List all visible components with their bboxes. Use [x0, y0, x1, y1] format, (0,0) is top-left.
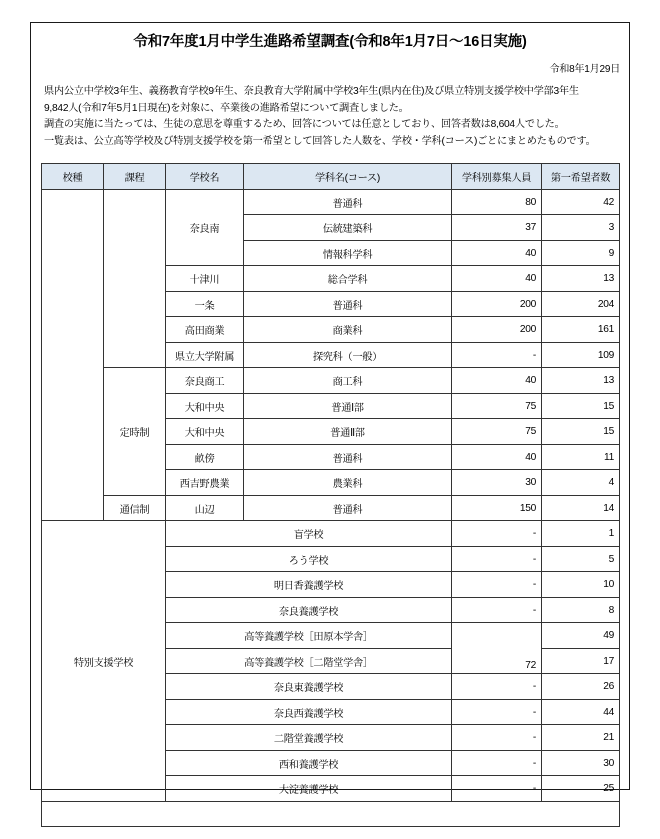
cell-quota: -: [452, 521, 542, 547]
cell-dept: 普通Ⅰ部: [244, 393, 452, 419]
cell-dept: 二階堂養護学校: [166, 725, 452, 751]
cell-quota: 200: [452, 291, 542, 317]
column-header-kind: 校種: [42, 164, 104, 190]
cell-quota: -: [452, 725, 542, 751]
table-row-blank: [42, 801, 620, 827]
document-date: 令和8年1月29日: [549, 64, 620, 76]
cell-quota: -: [452, 674, 542, 700]
cell-school: 大和中央: [166, 393, 244, 419]
cell-first-choice: 11: [542, 444, 620, 470]
cell-quota: -: [452, 342, 542, 368]
cell-quota: -: [452, 546, 542, 572]
table-row: [42, 368, 620, 394]
cell-quota: -: [452, 699, 542, 725]
cell-school: 県立大学附属: [166, 342, 244, 368]
cell-first-choice: 10: [542, 572, 620, 598]
cell-kind-special-school: 特別支援学校: [42, 521, 166, 802]
cell-school: 十津川: [166, 266, 244, 292]
cell-first-choice: 1: [542, 521, 620, 547]
cell-dept: 奈良養護学校: [166, 597, 452, 623]
cell-dept: 高等養護学校［田原本学舎］: [166, 623, 452, 649]
intro-line-3: 調査の実施に当たっては、生徒の意思を尊重するため、回答については任意としており、回答者数は8,604人でした。: [44, 119, 565, 131]
cell-dept: 普通科: [244, 495, 452, 521]
cell-school: 一条: [166, 291, 244, 317]
cell-first-choice: 15: [542, 393, 620, 419]
column-header-school: 学校名: [166, 164, 244, 190]
cell-first-choice: 5: [542, 546, 620, 572]
cell-course-correspondence: 通信制: [104, 495, 166, 521]
cell-quota: 30: [452, 470, 542, 496]
column-header-dept: 学科名(コース): [244, 164, 452, 190]
cell-dept: 西和養護学校: [166, 750, 452, 776]
cell-quota-merged: 72: [452, 623, 542, 674]
cell-quota: 40: [452, 368, 542, 394]
cell-dept: 商業科: [244, 317, 452, 343]
table-row: [42, 521, 620, 547]
cell-first-choice: 42: [542, 189, 620, 215]
cell-first-choice: 109: [542, 342, 620, 368]
column-header-first-choice: 第一希望者数: [542, 164, 620, 190]
cell-dept: 普通科: [244, 189, 452, 215]
intro-line-4: 一覧表は、公立高等学校及び特別支援学校を第一希望として回答した人数を、学校・学科(コース)ごとにまとめたものです。: [44, 135, 596, 147]
cell-dept: 探究科（一般）: [244, 342, 452, 368]
intro-line-1: 県内公立中学校3年生、義務教育学校9年生、奈良教育大学附属中学校3年生(県内在住)及び県立特別支援学校中学部3年生: [44, 86, 579, 98]
cell-quota: 40: [452, 266, 542, 292]
cell-quota: -: [452, 572, 542, 598]
cell-school: 西吉野農業: [166, 470, 244, 496]
intro-line-2: 9,842人(令和7年5月1日現在)を対象に、卒業後の進路希望について調査しました。: [44, 102, 409, 114]
cell-first-choice: 161: [542, 317, 620, 343]
cell-first-choice: 3: [542, 215, 620, 241]
cell-dept: 奈良東養護学校: [166, 674, 452, 700]
table-row: [42, 495, 620, 521]
cell-course-parttime: 定時制: [104, 368, 166, 496]
cell-dept: 普通Ⅱ部: [244, 419, 452, 445]
cell-dept: 奈良西養護学校: [166, 699, 452, 725]
cell-quota: 75: [452, 419, 542, 445]
cell-quota: -: [452, 776, 542, 802]
column-header-quota: 学科別募集人員: [452, 164, 542, 190]
cell-quota: 80: [452, 189, 542, 215]
column-header-course: 課程: [104, 164, 166, 190]
page-title: 令和7年度1月中学生進路希望調査(令和8年1月7日～16日実施): [133, 34, 527, 50]
cell-first-choice: 13: [542, 266, 620, 292]
cell-dept: 普通科: [244, 291, 452, 317]
survey-table: [41, 163, 620, 827]
cell-school: 畝傍: [166, 444, 244, 470]
cell-first-choice: 21: [542, 725, 620, 751]
header-row: [42, 164, 620, 190]
cell-first-choice: 17: [542, 648, 620, 674]
cell-quota: -: [452, 750, 542, 776]
cell-school: 山辺: [166, 495, 244, 521]
cell-first-choice: 25: [542, 776, 620, 802]
cell-first-choice: 15: [542, 419, 620, 445]
cell-first-choice: 204: [542, 291, 620, 317]
table-body: [42, 189, 620, 827]
cell-quota: 37: [452, 215, 542, 241]
cell-first-choice: 30: [542, 750, 620, 776]
cell-first-choice: 13: [542, 368, 620, 394]
cell-first-choice: 44: [542, 699, 620, 725]
cell-quota: 40: [452, 444, 542, 470]
cell-school: 大和中央: [166, 419, 244, 445]
cell-quota: -: [452, 597, 542, 623]
cell-dept: 盲学校: [166, 521, 452, 547]
cell-first-choice: 8: [542, 597, 620, 623]
cell-course-fulltime: [104, 189, 166, 368]
cell-school: 奈良南: [166, 189, 244, 266]
cell-dept: ろう学校: [166, 546, 452, 572]
cell-school: 高田商業: [166, 317, 244, 343]
cell-quota: 75: [452, 393, 542, 419]
intro-paragraph: [44, 84, 629, 150]
cell-dept: 高等養護学校［二階堂学舎］: [166, 648, 452, 674]
cell-blank: [42, 801, 620, 827]
table-header: [42, 164, 620, 190]
cell-first-choice: 9: [542, 240, 620, 266]
survey-table-container: [41, 163, 619, 827]
cell-dept: 明日香養護学校: [166, 572, 452, 598]
cell-dept: 伝統建築科: [244, 215, 452, 241]
cell-dept: 普通科: [244, 444, 452, 470]
document-page: [30, 22, 630, 797]
cell-quota: 40: [452, 240, 542, 266]
cell-first-choice: 26: [542, 674, 620, 700]
cell-first-choice: 14: [542, 495, 620, 521]
cell-dept: 農業科: [244, 470, 452, 496]
table-row: [42, 189, 620, 215]
cell-quota: 150: [452, 495, 542, 521]
cell-quota: 200: [452, 317, 542, 343]
cell-kind-highschool: [42, 189, 104, 521]
cell-dept: 商工科: [244, 368, 452, 394]
cell-dept: 大淀養護学校: [166, 776, 452, 802]
cell-school: 奈良商工: [166, 368, 244, 394]
cell-dept: 情報科学科: [244, 240, 452, 266]
cell-dept: 総合学科: [244, 266, 452, 292]
cell-first-choice: 4: [542, 470, 620, 496]
cell-first-choice: 49: [542, 623, 620, 649]
